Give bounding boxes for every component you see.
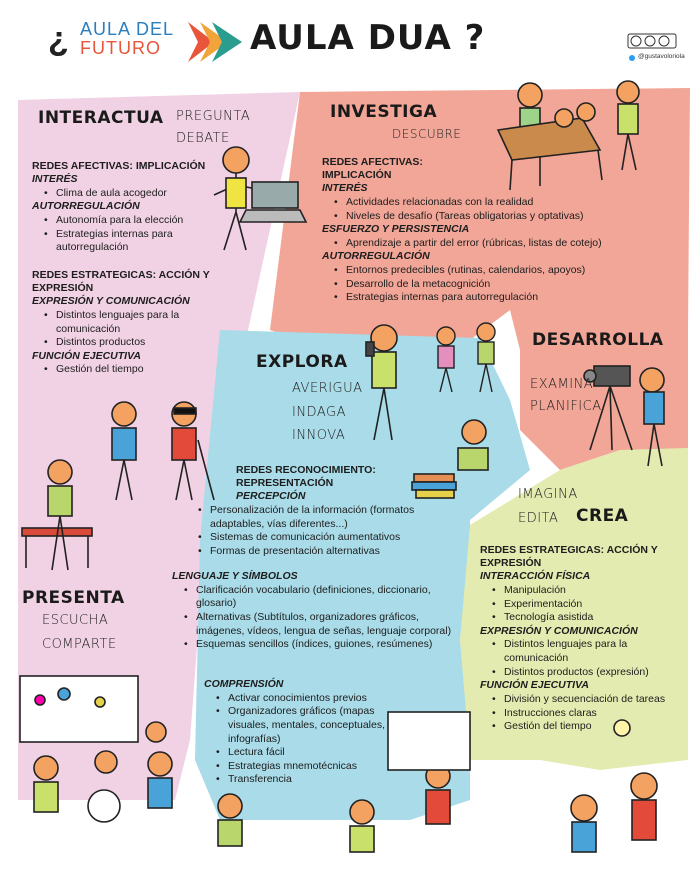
- verb-indaga: INDAGA: [292, 404, 346, 420]
- twitter-icon: [629, 55, 635, 61]
- list-item: • Clarificación vocabulario (definiciones, diccionario, glosario): [172, 584, 458, 611]
- section-title-presenta: PRESENTA: [22, 588, 125, 608]
- verb-pregunta: PREGUNTA: [176, 109, 251, 124]
- list-item: • Actividades relacionadas con la realidad: [322, 196, 612, 210]
- list-item: • Clima de aula acogedor: [32, 187, 224, 201]
- list-item: • Gestión del tiempo: [480, 720, 680, 734]
- list-item: • Niveles de desafío (Tareas obligatorias y optativas): [322, 210, 612, 224]
- list-item: • Manipulación: [480, 584, 680, 598]
- list-item: • Esquemas sencillos (índices, guiones, resúmenes): [172, 638, 458, 652]
- list-item: • Entornos predecibles (rutinas, calendarios, apoyos): [322, 264, 612, 278]
- brand-line-1: AULA DEL: [80, 19, 175, 39]
- explora-heading: REDES RECONOCIMIENTO: REPRESENTACIÓN: [236, 464, 376, 490]
- list-item: • Distintos lenguajes para la comunicación: [32, 309, 224, 336]
- sub-heading: AUTORREGULACIÓN: [322, 250, 430, 263]
- list-item: • Lectura fácil: [204, 746, 390, 760]
- section-title-desarrolla: DESARROLLA: [532, 330, 664, 350]
- list-item: • División y secuenciación de tareas: [480, 693, 680, 707]
- list-item: • Distintos productos (expresión): [480, 666, 680, 680]
- section-title-investiga: INVESTIGA: [330, 102, 438, 122]
- sub-heading: INTERÉS: [32, 173, 78, 186]
- list-item: • Activar conocimientos previos: [204, 692, 390, 706]
- sub-heading: FUNCIÓN EJECUTIVA: [480, 679, 589, 692]
- verb-descubre: DESCUBRE: [392, 127, 462, 141]
- cc-license-icon: [628, 34, 676, 48]
- explora-lenguaje: [172, 570, 458, 652]
- net-heading: REDES ESTRATEGICAS: ACCIÓN Y EXPRESIÓN: [32, 268, 210, 295]
- list-item: • Gestión del tiempo: [32, 363, 224, 377]
- sub-heading: EXPRESIÓN Y COMUNICACIÓN: [32, 295, 190, 308]
- author-handle: @gustavoloriola: [638, 53, 685, 60]
- list-item: • Distintos lenguajes para la comunicación: [480, 638, 680, 665]
- list-item: • Personalización de la información (formatos adaptables, vías diferentes...): [186, 504, 448, 531]
- verb-edita: EDITA: [518, 510, 559, 526]
- question-open-mark: ¿: [48, 20, 69, 58]
- crea-content: [480, 544, 680, 734]
- list-item: • Estrategias internas para autorregulación: [322, 291, 612, 305]
- list-item: • Instrucciones claras: [480, 707, 680, 721]
- list-item: • Sistemas de comunicación aumentativos: [186, 531, 448, 545]
- list-item: • Desarrollo de la metacognición: [322, 278, 612, 292]
- list-item: • Distintos productos: [32, 336, 224, 350]
- verb-planifica: PLANIFICA: [530, 398, 602, 414]
- list-item: • Aprendizaje a partir del error (rúbricas, listas de cotejo): [322, 237, 612, 251]
- brand-line-2: FUTURO: [80, 37, 161, 58]
- verb-escucha: ESCUCHA: [42, 613, 109, 628]
- brand-arrow-logo: [188, 22, 242, 62]
- explora-verbs: [292, 380, 363, 445]
- sub-heading: AUTORREGULACIÓN: [32, 200, 140, 213]
- verb-comparte: COMPARTE: [42, 636, 117, 652]
- list-item: • Experimentación: [480, 598, 680, 612]
- explora-percepcion: [236, 490, 448, 504]
- verb-examina: EXAMINA: [530, 377, 594, 392]
- verb-innova: INNOVA: [292, 428, 346, 444]
- list-item: • Estrategias mnemotécnicas: [204, 760, 390, 774]
- list-item: • Organizadores gráficos (mapas visuales, mentales, conceptuales, infografías): [204, 705, 390, 746]
- sub-heading: FUNCIÓN EJECUTIVA: [32, 349, 141, 362]
- sub-heading: PERCEPCIÓN: [236, 490, 306, 502]
- interactua-verbs: [176, 108, 250, 147]
- list-item: • Autonomía para la elección: [32, 214, 224, 228]
- list-item: • Formas de presentación alternativas: [186, 545, 448, 559]
- net-heading: REDES AFECTIVAS: IMPLICACIÓN: [32, 160, 206, 172]
- section-title-explora: EXPLORA: [256, 352, 348, 372]
- crea-verbs: [518, 486, 578, 527]
- net-heading: REDES ESTRATEGICAS: ACCIÓN Y EXPRESIÓN: [480, 544, 658, 570]
- list-item: • Estrategias internas para autorregulación: [32, 228, 224, 255]
- list-item: • Tecnología asistida: [480, 611, 680, 625]
- page-title: AULA DUA ?: [250, 18, 486, 58]
- list-item: • Transferencia: [204, 773, 390, 787]
- sub-heading: LENGUAJE Y SÍMBOLOS: [172, 570, 298, 582]
- section-title-interactua: INTERACTUA: [38, 108, 164, 128]
- sub-heading: INTERACCIÓN FÍSICA: [480, 570, 591, 583]
- investiga-content: [322, 156, 612, 305]
- brand-name: [80, 20, 174, 58]
- net-heading: REDES AFECTIVAS: IMPLICACIÓN: [322, 156, 423, 182]
- verb-debate: DEBATE: [176, 130, 230, 146]
- verb-averigua: AVERIGUA: [292, 381, 363, 396]
- interactua-content: [32, 160, 224, 377]
- verb-imagina: IMAGINA: [518, 487, 578, 502]
- list-item: • Alternativas (Subtítulos, organizadores gráficos, imágenes, vídeos, lengua de señas, lenguaje corporal): [172, 611, 458, 638]
- desarrolla-verbs: [530, 376, 602, 415]
- sub-heading: ESFUERZO Y PERSISTENCIA: [322, 223, 470, 236]
- sub-heading: COMPRENSIÓN: [204, 678, 284, 690]
- presenta-verbs: [42, 612, 117, 653]
- explora-percepcion-list: [186, 504, 448, 559]
- sub-heading: INTERÉS: [322, 182, 368, 195]
- explora-comprension: [204, 678, 390, 787]
- section-title-crea: CREA: [576, 506, 629, 526]
- sub-heading: EXPRESIÓN Y COMUNICACIÓN: [480, 624, 638, 637]
